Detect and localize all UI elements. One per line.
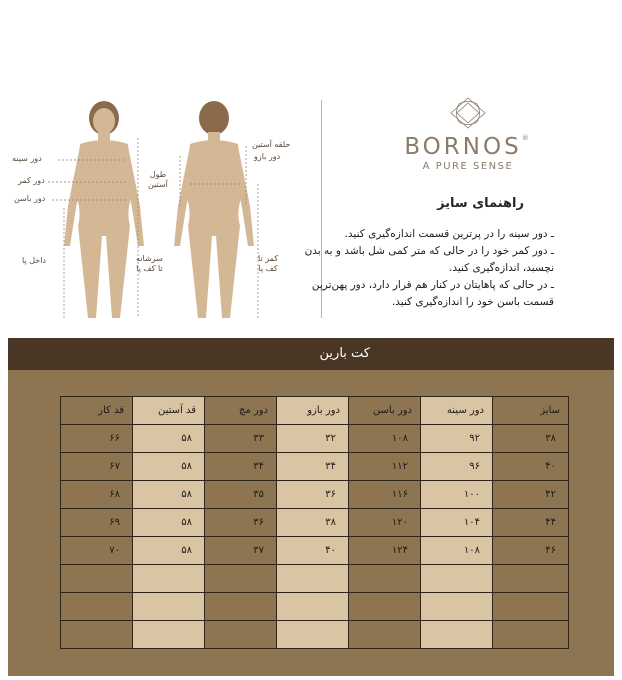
cell-sleeve-length: ۵۸ bbox=[133, 425, 205, 453]
cell-sleeve-length: ۵۸ bbox=[133, 537, 205, 565]
cell-wrist: ۳۴ bbox=[205, 453, 277, 481]
cell-size: ۳۸ bbox=[493, 425, 569, 453]
cell-chest: ۹۶ bbox=[421, 453, 493, 481]
brand-tagline: A PURE SENSE bbox=[422, 161, 514, 172]
cell-sleeve-length: ۵۸ bbox=[133, 509, 205, 537]
cell-chest bbox=[421, 621, 493, 649]
cell-hip: ۱۱۲ bbox=[349, 453, 421, 481]
header-arm: دور بازو bbox=[277, 397, 349, 425]
measurement-instructions bbox=[304, 226, 554, 311]
bornos-logo-icon bbox=[448, 96, 488, 130]
cell-wrist bbox=[205, 621, 277, 649]
cell-chest: ۹۲ bbox=[421, 425, 493, 453]
instruction-waist: ـ دور کمر خود را در حالی که متر کمی شل باشد و به بدن نچسبد، اندازه‌گیری کنید. bbox=[304, 245, 554, 274]
size-table-panel bbox=[8, 338, 614, 676]
cell-sleeve-length: ۵۸ bbox=[133, 453, 205, 481]
cell-sleeve-length: ۵۸ bbox=[133, 481, 205, 509]
cell-size bbox=[493, 593, 569, 621]
table-row bbox=[61, 593, 569, 621]
instruction-chest: ـ دور سینه را در پرترین قسمت اندازه‌گیری کنید. bbox=[344, 228, 554, 240]
cell-work-length bbox=[61, 593, 133, 621]
header-chest: دور سینه bbox=[421, 397, 493, 425]
body-measurement-illustration bbox=[8, 86, 313, 336]
size-guide-title: راهنمای سایز bbox=[437, 196, 524, 211]
shoulder-to-palm-label: سرشانه تا کف پا bbox=[136, 254, 163, 273]
cell-sleeve-length bbox=[133, 593, 205, 621]
cell-work-length: ۶۹ bbox=[61, 509, 133, 537]
arm-label: دور بازو bbox=[254, 152, 281, 161]
cell-wrist: ۳۶ bbox=[205, 509, 277, 537]
table-row bbox=[61, 453, 569, 481]
cell-arm: ۳۲ bbox=[277, 425, 349, 453]
header-work-length: قد کار bbox=[61, 397, 133, 425]
cell-work-length: ۶۷ bbox=[61, 453, 133, 481]
cell-arm: ۳۸ bbox=[277, 509, 349, 537]
cell-size: ۴۰ bbox=[493, 453, 569, 481]
cell-arm bbox=[277, 621, 349, 649]
table-body bbox=[61, 425, 569, 649]
cell-work-length bbox=[61, 565, 133, 593]
cell-sleeve-length bbox=[133, 565, 205, 593]
cell-size bbox=[493, 565, 569, 593]
cell-arm bbox=[277, 593, 349, 621]
front-body-figure bbox=[64, 101, 144, 318]
back-body-figure bbox=[174, 101, 254, 318]
sleeve-length-label: طول آستین bbox=[148, 170, 168, 189]
header-sleeve-length: قد آستین bbox=[133, 397, 205, 425]
table-row bbox=[61, 481, 569, 509]
table-row bbox=[61, 537, 569, 565]
cell-chest: ۱۰۴ bbox=[421, 509, 493, 537]
table-row bbox=[61, 565, 569, 593]
cell-wrist bbox=[205, 593, 277, 621]
cell-hip bbox=[349, 593, 421, 621]
cell-hip: ۱۲۰ bbox=[349, 509, 421, 537]
cell-work-length: ۶۶ bbox=[61, 425, 133, 453]
brand-name: BORNOS® bbox=[404, 134, 532, 160]
body-figures bbox=[8, 86, 313, 336]
size-guide-card bbox=[8, 86, 614, 336]
hip-label: دور باسن bbox=[14, 194, 46, 203]
cell-wrist: ۳۵ bbox=[205, 481, 277, 509]
brand-block bbox=[388, 96, 548, 172]
cell-chest: ۱۰۸ bbox=[421, 537, 493, 565]
cell-work-length: ۷۰ bbox=[61, 537, 133, 565]
cell-size bbox=[493, 621, 569, 649]
header-hip: دور باسن bbox=[349, 397, 421, 425]
inseam-label: داخل پا bbox=[22, 256, 46, 265]
cell-hip: ۱۱۶ bbox=[349, 481, 421, 509]
cell-chest bbox=[421, 565, 493, 593]
instruction-hip: ـ در حالی که پاهایتان در کنار هم قرار دارد، دور پهن‌ترین قسمت باسن خود را اندازه‌گیری کنید. bbox=[311, 279, 554, 308]
cell-wrist: ۳۳ bbox=[205, 425, 277, 453]
cell-arm: ۴۰ bbox=[277, 537, 349, 565]
cell-hip bbox=[349, 565, 421, 593]
chest-label: دور سینه bbox=[12, 154, 42, 163]
cell-size: ۴۴ bbox=[493, 509, 569, 537]
table-row bbox=[61, 509, 569, 537]
cell-work-length: ۶۸ bbox=[61, 481, 133, 509]
cell-size: ۴۲ bbox=[493, 481, 569, 509]
cell-size: ۴۶ bbox=[493, 537, 569, 565]
cell-hip: ۱۲۴ bbox=[349, 537, 421, 565]
table-header-row bbox=[61, 397, 569, 425]
product-title: کت بارین bbox=[319, 346, 370, 361]
cell-chest: ۱۰۰ bbox=[421, 481, 493, 509]
header-wrist: دور مچ bbox=[205, 397, 277, 425]
cell-arm bbox=[277, 565, 349, 593]
header-size: سایز bbox=[493, 397, 569, 425]
table-row bbox=[61, 425, 569, 453]
cell-hip: ۱۰۸ bbox=[349, 425, 421, 453]
waist-label: دور کمر bbox=[18, 176, 45, 185]
cell-chest bbox=[421, 593, 493, 621]
table-row bbox=[61, 621, 569, 649]
cuff-label: حلقه آستین bbox=[252, 140, 291, 149]
cell-arm: ۳۴ bbox=[277, 453, 349, 481]
waist-to-palm-label: کمر تا کف پا bbox=[258, 254, 279, 273]
table-title-bar bbox=[8, 338, 614, 370]
cell-wrist bbox=[205, 565, 277, 593]
cell-hip bbox=[349, 621, 421, 649]
size-table bbox=[60, 396, 569, 649]
cell-arm: ۳۶ bbox=[277, 481, 349, 509]
cell-sleeve-length bbox=[133, 621, 205, 649]
cell-wrist: ۳۷ bbox=[205, 537, 277, 565]
cell-work-length bbox=[61, 621, 133, 649]
